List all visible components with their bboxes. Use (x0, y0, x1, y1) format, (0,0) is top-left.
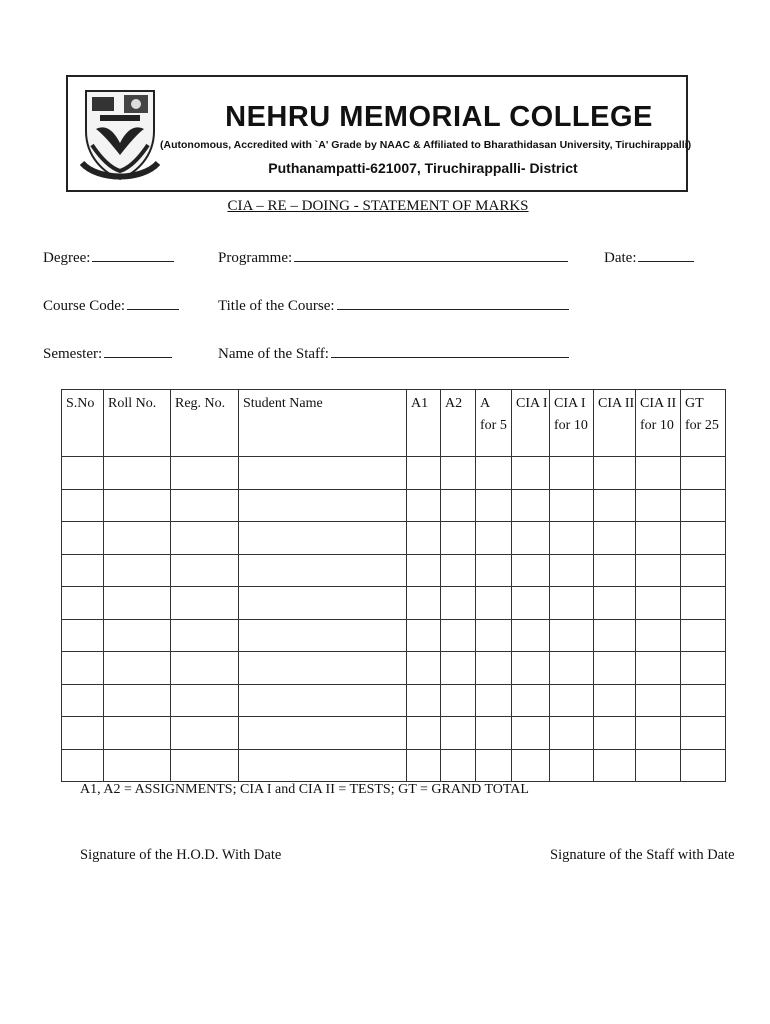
table-cell[interactable] (171, 489, 239, 522)
table-cell[interactable] (441, 489, 476, 522)
staff-signature-label: Signature of the Staff with Date (550, 847, 735, 863)
table-cell[interactable] (636, 619, 681, 652)
table-cell[interactable] (594, 522, 636, 555)
course-code-line[interactable] (127, 297, 179, 310)
table-cell[interactable] (239, 717, 407, 750)
table-cell[interactable] (594, 554, 636, 587)
table-cell[interactable] (550, 457, 594, 490)
column-header-text: S.No (66, 396, 95, 411)
table-cell[interactable] (239, 522, 407, 555)
column-header (171, 390, 239, 457)
table-cell[interactable] (550, 749, 594, 782)
table-cell[interactable] (636, 457, 681, 490)
table-cell[interactable] (476, 684, 512, 717)
column-header-text: Reg. No. (175, 396, 226, 411)
column-header (476, 390, 512, 457)
table-cell[interactable] (407, 749, 441, 782)
column-header-text: for 10 (640, 418, 674, 433)
hod-signature-label: Signature of the H.O.D. With Date (80, 847, 282, 863)
table-cell[interactable] (681, 717, 726, 750)
table-row (62, 522, 726, 555)
table-cell[interactable] (476, 717, 512, 750)
column-header-text: A (480, 396, 491, 411)
column-header-text: for 25 (685, 418, 719, 433)
date-label: Date: (604, 250, 637, 266)
table-cell[interactable] (594, 684, 636, 717)
table-cell[interactable] (104, 522, 171, 555)
column-header (239, 390, 407, 457)
table-cell[interactable] (512, 717, 550, 750)
table-cell[interactable] (476, 554, 512, 587)
degree-label: Degree: (43, 250, 91, 266)
column-header-text: A2 (445, 396, 463, 411)
table-row (62, 652, 726, 685)
table-cell[interactable] (594, 619, 636, 652)
table-cell[interactable] (476, 489, 512, 522)
column-header-text: for 5 (480, 418, 507, 433)
column-header-text: CIA II (640, 396, 677, 411)
table-cell[interactable] (171, 749, 239, 782)
table-cell[interactable] (594, 749, 636, 782)
table-cell[interactable] (62, 587, 104, 620)
column-header-text: GT (685, 396, 704, 411)
table-cell[interactable] (636, 554, 681, 587)
table-cell[interactable] (550, 587, 594, 620)
college-address: Puthanampatti-621007, Tiruchirappalli- District (268, 160, 578, 176)
table-cell[interactable] (62, 717, 104, 750)
table-cell[interactable] (407, 554, 441, 587)
column-header-text: Student Name (243, 396, 323, 411)
table-cell[interactable] (104, 749, 171, 782)
table-cell[interactable] (441, 587, 476, 620)
table-cell[interactable] (239, 457, 407, 490)
table-cell[interactable] (476, 587, 512, 620)
column-header-text: A1 (411, 396, 429, 411)
table-row (62, 684, 726, 717)
table-cell[interactable] (441, 522, 476, 555)
table-row (62, 457, 726, 490)
table-cell[interactable] (550, 652, 594, 685)
table-row (62, 749, 726, 782)
course-title-label: Title of the Course: (218, 298, 335, 314)
table-cell[interactable] (594, 587, 636, 620)
table-cell[interactable] (512, 684, 550, 717)
programme-field[interactable] (218, 249, 568, 267)
table-cell[interactable] (681, 652, 726, 685)
table-cell[interactable] (407, 522, 441, 555)
table-cell[interactable] (550, 619, 594, 652)
table-cell[interactable] (104, 619, 171, 652)
table-cell[interactable] (636, 717, 681, 750)
table-cell[interactable] (681, 554, 726, 587)
college-emblem-icon (78, 83, 162, 183)
table-cell[interactable] (407, 457, 441, 490)
table-cell[interactable] (171, 522, 239, 555)
column-header-text: CIA I (554, 396, 586, 411)
table-cell[interactable] (476, 619, 512, 652)
table-cell[interactable] (171, 587, 239, 620)
table-cell[interactable] (407, 717, 441, 750)
table-cell[interactable] (476, 522, 512, 555)
table-row (62, 619, 726, 652)
column-header-text: for 10 (554, 418, 588, 433)
table-cell[interactable] (636, 652, 681, 685)
column-header-text: CIA II (598, 396, 635, 411)
table-cell[interactable] (407, 587, 441, 620)
table-cell[interactable] (681, 587, 726, 620)
table-cell[interactable] (104, 587, 171, 620)
table-cell[interactable] (681, 684, 726, 717)
table-row (62, 554, 726, 587)
table-cell[interactable] (681, 522, 726, 555)
table-cell[interactable] (171, 619, 239, 652)
table-cell[interactable] (550, 522, 594, 555)
table-cell[interactable] (550, 554, 594, 587)
table-cell[interactable] (239, 489, 407, 522)
column-header-text: Roll No. (108, 396, 157, 411)
table-cell[interactable] (104, 684, 171, 717)
course-title-line[interactable] (337, 297, 569, 310)
table-cell[interactable] (407, 619, 441, 652)
staff-name-label: Name of the Staff: (218, 346, 329, 362)
table-cell[interactable] (476, 652, 512, 685)
staff-name-line[interactable] (331, 345, 569, 358)
date-line[interactable] (638, 249, 694, 262)
table-cell[interactable] (239, 652, 407, 685)
table-cell[interactable] (239, 684, 407, 717)
college-affiliation: (Autonomous, Accredited with `A' Grade by NAAC & Affiliated to Bharathidasan University, Tiruchirappalli) (160, 139, 692, 151)
table-cell[interactable] (171, 684, 239, 717)
table-cell[interactable] (104, 457, 171, 490)
table-cell[interactable] (104, 554, 171, 587)
table-cell[interactable] (441, 684, 476, 717)
table-cell[interactable] (550, 717, 594, 750)
table-cell[interactable] (441, 717, 476, 750)
table-cell[interactable] (476, 457, 512, 490)
table-cell[interactable] (512, 554, 550, 587)
header-box (66, 75, 692, 192)
programme-label: Programme: (218, 250, 293, 266)
table-cell[interactable] (681, 619, 726, 652)
document-title: CIA – RE – DOING - STATEMENT OF MARKS (227, 198, 529, 214)
table-cell[interactable] (441, 652, 476, 685)
table-cell[interactable] (104, 717, 171, 750)
table-cell[interactable] (171, 457, 239, 490)
table-cell[interactable] (62, 684, 104, 717)
table-cell[interactable] (62, 489, 104, 522)
table-cell[interactable] (62, 457, 104, 490)
table-cell[interactable] (594, 489, 636, 522)
course-code-label: Course Code: (43, 298, 126, 314)
table-cell[interactable] (171, 717, 239, 750)
table-cell[interactable] (636, 522, 681, 555)
table-cell[interactable] (62, 749, 104, 782)
table-row (62, 587, 726, 620)
table-cell[interactable] (239, 749, 407, 782)
table-cell[interactable] (594, 717, 636, 750)
table-cell[interactable] (62, 522, 104, 555)
table-cell[interactable] (407, 684, 441, 717)
table-cell[interactable] (681, 489, 726, 522)
table-cell[interactable] (594, 652, 636, 685)
table-cell[interactable] (62, 652, 104, 685)
table-cell[interactable] (512, 457, 550, 490)
table-row (62, 489, 726, 522)
table-cell[interactable] (239, 554, 407, 587)
degree-line[interactable] (92, 249, 174, 262)
table-cell[interactable] (104, 489, 171, 522)
table-cell[interactable] (171, 652, 239, 685)
table-cell[interactable] (62, 619, 104, 652)
semester-field[interactable] (43, 345, 172, 363)
table-cell[interactable] (441, 457, 476, 490)
table-cell[interactable] (441, 619, 476, 652)
table-cell[interactable] (239, 619, 407, 652)
programme-line[interactable] (294, 249, 568, 262)
column-header (550, 390, 594, 457)
table-cell[interactable] (441, 554, 476, 587)
table-cell[interactable] (550, 489, 594, 522)
column-header (512, 390, 550, 457)
table-cell[interactable] (104, 652, 171, 685)
table-cell[interactable] (512, 749, 550, 782)
table-row (62, 717, 726, 750)
table-cell[interactable] (407, 652, 441, 685)
table-cell[interactable] (636, 587, 681, 620)
table-cell[interactable] (681, 749, 726, 782)
table-header-row (62, 390, 726, 457)
column-header (636, 390, 681, 457)
column-header (681, 390, 726, 457)
column-header-text: CIA I (516, 396, 548, 411)
table-cell[interactable] (636, 749, 681, 782)
degree-field[interactable] (43, 249, 174, 267)
course-code-field[interactable] (43, 297, 179, 315)
table-cell[interactable] (171, 554, 239, 587)
table-cell[interactable] (636, 684, 681, 717)
table-body (62, 457, 726, 782)
semester-line[interactable] (104, 345, 172, 358)
table-cell[interactable] (239, 587, 407, 620)
table-cell[interactable] (512, 619, 550, 652)
college-name: NEHRU MEMORIAL COLLEGE (225, 101, 653, 133)
table-cell[interactable] (476, 749, 512, 782)
table-cell[interactable] (512, 489, 550, 522)
table-cell[interactable] (441, 749, 476, 782)
semester-label: Semester: (43, 346, 103, 362)
marks-table (61, 389, 726, 782)
table-cell[interactable] (512, 652, 550, 685)
table-cell[interactable] (550, 684, 594, 717)
column-header (441, 390, 476, 457)
date-field[interactable] (604, 249, 694, 267)
table-cell[interactable] (681, 457, 726, 490)
table-cell[interactable] (594, 457, 636, 490)
column-header (594, 390, 636, 457)
table-cell[interactable] (512, 587, 550, 620)
table-cell[interactable] (512, 522, 550, 555)
table-cell[interactable] (407, 489, 441, 522)
table-cell[interactable] (636, 489, 681, 522)
table-cell[interactable] (62, 554, 104, 587)
column-header (62, 390, 104, 457)
staff-name-field[interactable] (218, 345, 569, 363)
column-header (407, 390, 441, 457)
legend-text: A1, A2 = ASSIGNMENTS; CIA I and CIA II = TESTS; GT = GRAND TOTAL (80, 782, 529, 797)
column-header (104, 390, 171, 457)
course-title-field[interactable] (218, 297, 569, 315)
